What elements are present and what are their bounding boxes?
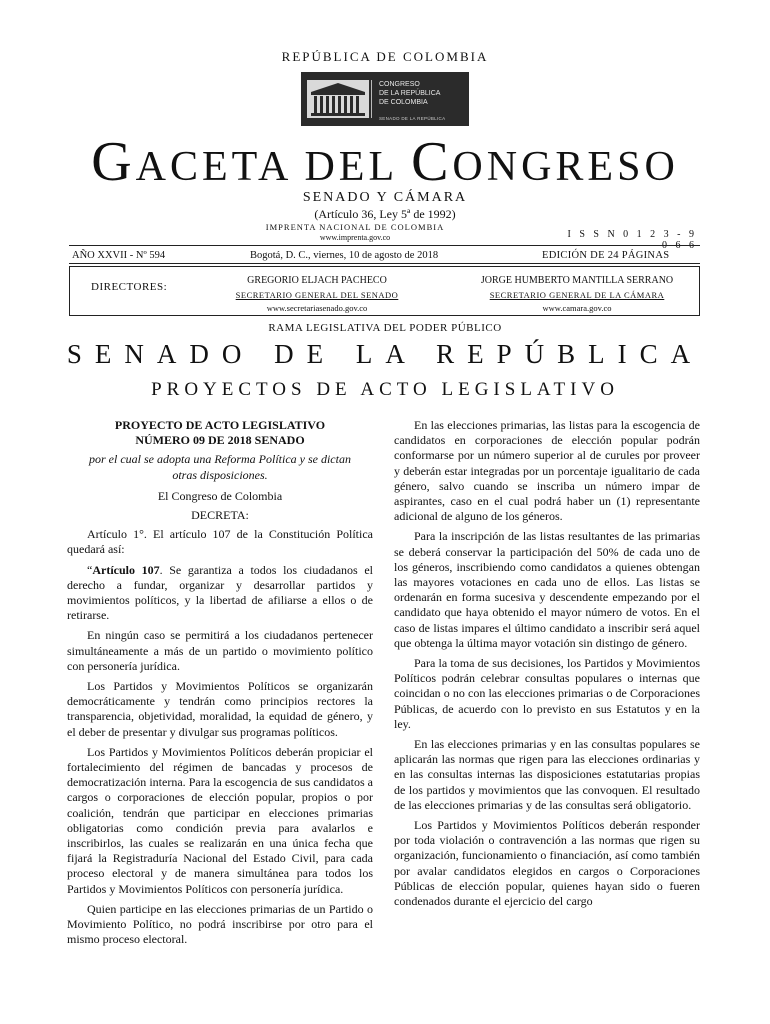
divider-mid: [69, 263, 700, 264]
senate-website-link[interactable]: www.secretariasenado.gov.co: [266, 303, 368, 313]
congress-line: El Congreso de Colombia: [157, 488, 283, 503]
year-number: AÑO XXVII - Nº 594: [72, 250, 166, 261]
paragraph: Para la toma de sus decisiones, los Partidos y Movimientos Políticos podrán celebrar consultas populares o internas que coincidan o no con las elecciones primarias o de Corporaciones Públicas, de acuerdo con lo previsto en sus Estatutos y en la ley.: [394, 656, 700, 731]
house-website-link[interactable]: www.camara.gov.co: [542, 303, 612, 313]
right-column: [394, 418, 700, 914]
logo-text: CONGRESO DE LA REPÚBLICA DE COLOMBIA: [379, 81, 441, 106]
issn-number: I S S N 0 1 2 3 - 9: [567, 229, 697, 240]
branch-heading: RAMA LEGISLATIVA DEL PODER PÚBLICO: [268, 322, 502, 334]
bill-subtitle: por el cual se adopta una Reforma Política y se dictan otras disposiciones.: [89, 452, 351, 482]
senate-director-name: GREGORIO ELJACH PACHECO: [247, 275, 387, 286]
bill-number: NÚMERO 09 DE 2018 SENADO: [135, 433, 305, 448]
paragraph: Para la inscripción de las listas resultantes de las primarias se deberá conservar la participación del 50% de cada uno de los géneros, inscribiendo como candidatos a quienes obtengan las mayores votaciones en cada uno de ellos. Las listas se ordenarán en forma sucesiva y descendente empezando por el candidato que haya obtenido el mayor número de votos. En el caso de listas impares el último candidato a inscribir será aquel que obtenga la última mayor votación sin distingo de género.: [394, 529, 700, 650]
paragraph: Los Partidos y Movimientos Políticos deberán responder por toda violación o contravención a las normas que rigen su organización, funcionamiento o financiación, así como también por avalar candidatos elegidos en cargos o Corporaciones Públicas de elección popular, quienes hayan sido o fueren condenados durante el ejercicio del cargo: [394, 818, 700, 909]
congress-logo: [301, 72, 469, 126]
house-director-role: SECRETARIO GENERAL DE LA CÁMARA: [489, 290, 665, 300]
paragraph: Los Partidos y Movimientos Políticos deberán propiciar el fortalecimiento del régimen de bancadas y procesos de democratización interna. Para la escogencia de sus candidatos a cargos o corporaciones de elección popular, propios o por coalición, tendrán que participar en elecciones primarias obligatorias como condición previa para avalarlos e inscribirlos, las cuales se realizarán en una única fecha que fijará la Registraduría Nacional del Estado Civil, para cada proceso electoral y de manera simultánea para todos los Partidos y Movimientos Políticos con personería jurídica.: [67, 744, 373, 896]
paragraph: Quien participe en las elecciones primarias de un Partido o Movimiento Político, no podrá inscribirse por otro para el mismo proceso electoral.: [67, 901, 373, 947]
chamber-title: SENADO DE LA REPÚBLICA: [66, 339, 704, 369]
divider-top: [69, 245, 700, 246]
logo-divider: [371, 80, 372, 118]
section-title: PROYECTOS DE ACTO LEGISLATIVO: [151, 379, 619, 400]
law-reference: (Artículo 36, Ley 5ª de 1992): [314, 207, 456, 221]
house-director-name: JORGE HUMBERTO MANTILLA SERRANO: [480, 275, 674, 286]
left-column: [67, 418, 373, 953]
masthead-title: GACETA DEL CONGRESO: [91, 131, 679, 193]
republic-heading: REPÚBLICA DE COLOMBIA: [281, 49, 489, 64]
senate-director-role: SECRETARIO GENERAL DEL SENADO: [235, 290, 399, 300]
chambers-subtitle: SENADO Y CÁMARA: [302, 190, 468, 205]
directors-label: DIRECTORES:: [91, 281, 168, 293]
capitol-building-icon: [307, 80, 369, 118]
paragraph: En las elecciones primarias y en las consultas populares se aplicarán las normas que rigen para las elecciones ordinarias y en las consultas internas las disposiciones estatutarias propias de los partidos y movimientos que las convoquen. El resultado de las elecciones primarias y de las consultas será obligatorio.: [394, 737, 700, 812]
paragraph: En ningún caso se permitirá a los ciudadanos pertenecer simultáneamente a más de un partido o movimiento político con personería jurídica.: [67, 628, 373, 673]
printer-website: www.imprenta.gov.co: [319, 233, 391, 242]
decree-line: DECRETA:: [191, 508, 249, 523]
article-107-paragraph: “Artículo 107. Se garantiza a todos los ciudadanos el derecho a fundar, organizar y desarrollar partidos y movimientos políticos, y la libertad de afiliarse a ellos o de retirarse.: [67, 562, 373, 623]
paragraph: Los Partidos y Movimientos Políticos se organizarán democráticamente y tendrán como principios rectores la transparencia, objetividad, moralidad, la equidad de género, y el deber de presentar y divulgar sus programas políticos.: [67, 679, 373, 739]
article-1-paragraph: Artículo 1°. El artículo 107 de la Constitución Política quedará así:: [67, 527, 373, 557]
edition-pages: EDICIÓN DE 24 PÁGINAS: [542, 250, 670, 261]
logo-subline: SENADO DE LA REPÚBLICA: [379, 116, 446, 121]
issue-date: Bogotá, D. C., viernes, 10 de agosto de 2018: [250, 250, 439, 261]
printer-name: IMPRENTA NACIONAL DE COLOMBIA: [265, 222, 445, 232]
paragraph: En las elecciones primarias, las listas para la escogencia de candidatos en corporaciones de elección popular podrán conformarse por un número superior al de curules por proveer y deberán estar integradas por un porcentaje igualitario de cada género, salvo cuando se inscriba un número impar de aspirantes, caso en el cual podrá haber un (1) representante adicional de alguno de los géneros.: [394, 418, 700, 524]
bill-title: PROYECTO DE ACTO LEGISLATIVO: [114, 418, 326, 432]
